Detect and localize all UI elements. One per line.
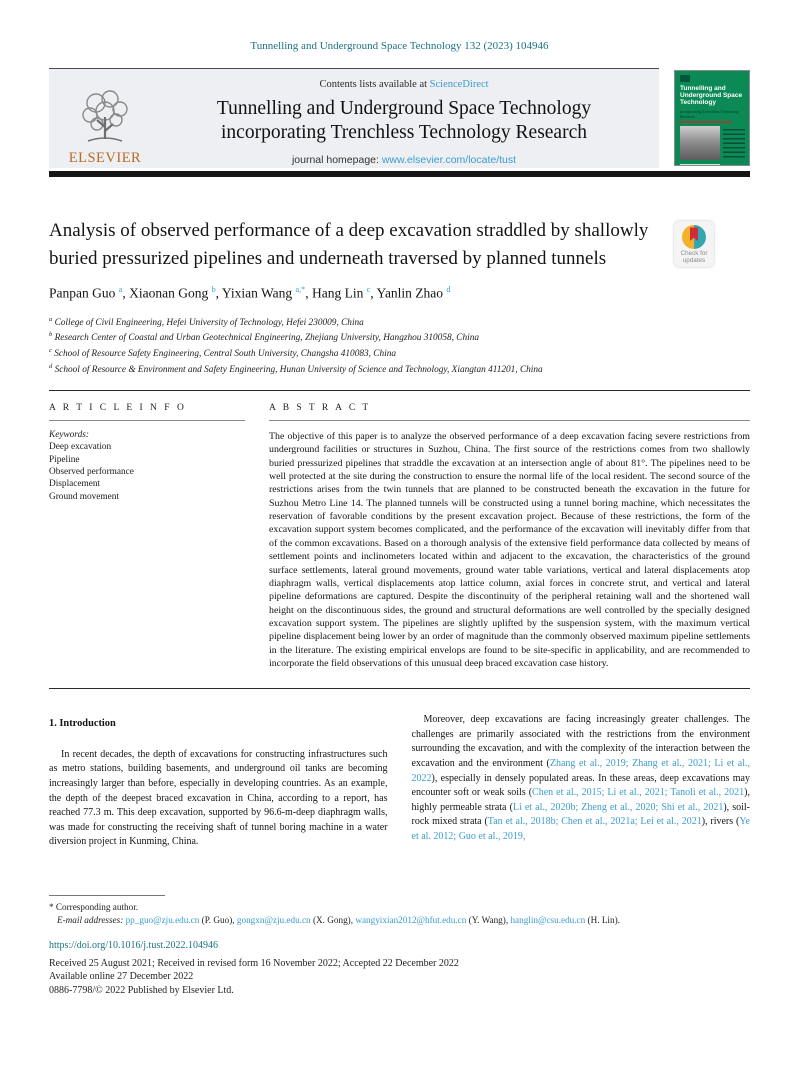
citation-link[interactable]: Ye et al. 2012; Guo et al., 2019, — [411, 816, 750, 842]
corresponding-author-note: * Corresponding author. — [49, 902, 139, 913]
email-link[interactable]: hanglin@csu.edu.cn — [510, 914, 586, 925]
title-block — [49, 217, 750, 272]
elsevier-tree-icon — [76, 87, 134, 149]
cover-title-line: Underground Space — [680, 92, 743, 100]
cover-middle — [680, 126, 745, 160]
keyword: Deep excavation — [49, 442, 112, 453]
available-online: Available online 27 December 2022 — [49, 971, 194, 983]
text-segment: Moreover, deep excavations are facing increasingly greater challenges. The challenges are primarily associated with the restrictions from the environment surrounding the excavation, and with the complexity of the interaction between the excavation and the environment ( — [411, 714, 750, 770]
body-paragraph — [412, 713, 751, 844]
text-segment: (H. Lin). — [585, 914, 620, 925]
abstract-column — [269, 403, 750, 670]
citation-link[interactable]: Chen et al., 2015; Li et al., 2021; Tanoli et al., 2021 — [532, 787, 745, 799]
crossmark-icon — [681, 224, 707, 250]
affiliation-line — [49, 329, 750, 345]
text-segment: (X. Gong), — [310, 914, 356, 925]
footnote-divider — [49, 895, 165, 896]
journal-header — [49, 68, 750, 168]
intro-section-heading: 1. Introduction — [49, 718, 116, 730]
article-title: Analysis of observed performance of a deep excavation straddled by shallowly buried pressurized pipelines and underneath traversed by planned tunnels — [49, 220, 649, 269]
journal-title-line2: incorporating Trenchless Technology Research — [221, 122, 587, 143]
affiliation-sup: b — [49, 331, 53, 339]
affiliation-text: School of Resource Safety Engineering, Central South University, Changsha 410083, China — [54, 349, 397, 360]
author-affil-sup: d — [446, 285, 451, 294]
text-segment: ), soil-rock mixed strata ( — [411, 801, 751, 828]
intro-paragraph: In recent decades, the depth of excavations for constructing infrastructures such as metro stations, building basements, and underground oil tanks are becoming increasingly larger than before, especially in developing countries. As an example, the depth of the deepest braced excavation in China, according to a report, has reached 77.3 m. This deep excavation, supported by 96.6-m-deep diaphragm walls, was made for constructing the receiving shaft of tunnel boring machine in a water diversion project in Kunming, China. — [49, 748, 388, 848]
elsevier-logo[interactable] — [55, 73, 155, 167]
elsevier-wordmark: ELSEVIER — [68, 150, 142, 166]
cover-publisher-mark — [680, 75, 690, 82]
author-name: , Yanlin Zhao — [370, 285, 447, 301]
keywords-label: Keywords: — [49, 430, 89, 441]
cover-title-line: Technology — [680, 99, 716, 107]
homepage-line — [149, 154, 659, 166]
article-info-column — [49, 403, 245, 670]
article-info-heading: A R T I C L E I N F O — [49, 403, 245, 421]
email-addresses-line — [49, 914, 750, 927]
sciencedirect-link[interactable]: ScienceDirect — [429, 79, 489, 90]
affiliation-sup: d — [49, 363, 53, 371]
affiliation-line — [49, 314, 750, 330]
badge-line2: updates — [682, 257, 706, 264]
journal-title — [149, 97, 659, 145]
footnote-block — [49, 895, 750, 926]
abstract-heading: A B S T R A C T — [269, 403, 750, 421]
author-list — [49, 285, 750, 302]
received-dates: Received 25 August 2021; Received in revised form 16 November 2022; Accepted 22 December 2022 — [49, 957, 459, 969]
homepage-link[interactable]: www.elsevier.com/locate/tust — [381, 154, 517, 166]
keyword: Pipeline — [49, 454, 80, 465]
article-footer — [49, 939, 750, 997]
cover-tunnel-photo — [680, 126, 720, 160]
journal-header-box — [49, 68, 659, 168]
info-abstract-block — [49, 391, 750, 689]
header-divider-bar — [49, 171, 750, 177]
author-name: , Hang Lin — [305, 285, 367, 301]
citation-link[interactable]: Zhang et al., 2019; Zhang et al., 2021; Li et al., 2022 — [411, 758, 750, 784]
body-column-right — [412, 713, 751, 869]
affiliation-sup: a — [49, 315, 53, 323]
doi-link[interactable]: https://doi.org/10.1016/j.tust.2022.104946 — [49, 940, 218, 952]
affiliations — [49, 314, 750, 378]
email-link[interactable]: gongxn@zju.edu.cn — [236, 914, 311, 925]
affiliation-sup: c — [49, 347, 52, 355]
text-segment: ), rivers ( — [701, 816, 740, 828]
check-updates-label — [681, 250, 708, 264]
author-name: , Xiaonan Gong — [122, 285, 212, 301]
keyword: Displacement — [49, 479, 101, 490]
contents-prefix: Contents lists available at — [319, 79, 430, 90]
text-segment: (Y. Wang), — [466, 914, 511, 925]
journal-cover-thumbnail[interactable] — [674, 70, 750, 166]
affiliation-line — [49, 345, 750, 361]
cover-subtitle: incorporating Trenchless Technology Research — [680, 108, 740, 119]
badge-line1: Check for — [680, 250, 708, 257]
cover-title-line: Tunnelling and — [680, 85, 726, 92]
author-name: Panpan Guo — [49, 285, 119, 301]
check-for-updates-badge[interactable] — [674, 221, 714, 267]
text-segment: (P. Guo), — [199, 914, 237, 925]
cover-footer-text — [680, 164, 720, 166]
email-link[interactable]: pp_guo@zju.edu.cn — [125, 914, 200, 925]
text-segment: ), especially in densely populated areas. In these areas, deep excavations may encounter soft or weak soils ( — [411, 772, 750, 799]
author-affil-sup: a — [118, 285, 123, 294]
keyword: Ground movement — [49, 491, 119, 502]
citation-link[interactable]: Tan et al., 2018b; Chen et al., 2021a; Lei et al., 2021 — [487, 816, 702, 828]
citation-link[interactable]: Li et al., 2020b; Zheng et al., 2020; Shi et al., 2021 — [512, 801, 724, 813]
email-link[interactable]: wangyixian2012@hfut.edu.cn — [355, 914, 467, 925]
homepage-label: journal homepage: — [291, 154, 382, 166]
author-affil-sup: a,* — [295, 285, 306, 294]
journal-title-line1: Tunnelling and Underground Space Technology — [216, 98, 592, 119]
affiliation-text: School of Resource & Environment and Safety Engineering, Hunan University of Science and Technology, Xiangtan 411201, China — [54, 365, 543, 376]
body-column-left — [49, 713, 388, 869]
body-columns — [49, 713, 750, 869]
affiliation-line — [49, 361, 750, 377]
contents-line — [149, 79, 659, 90]
affiliation-text: Research Center of Coastal and Urban Geotechnical Engineering, Zhejiang University, Hangzhou 310058, China — [54, 333, 480, 344]
issn-copyright: 0886-7798/© 2022 Published by Elsevier Ltd. — [49, 984, 234, 996]
abstract-text: The objective of this paper is to analyze the observed performance of a deep excavation facing severe restrictions from underground facilities or structures in Suzhou, China. The first source of the restrictions comes from two shallowly buried pressurized pipelines that straddle the excavation at an intersection angle of about 81°. The pipelines need to be well protected at the site during the construction to ensure the normal life of the local resident. The second source of the restrictions arises from the twin tunnels that are planned to be constructed beneath the excavation in the future for Suzhou Metro Line 14. The planned tunnels will be constructed using a tunnel boring machine, which necessitates the reservation of favorable conditions by the present excavation project. Because of these restrictions, the form of the excavation support system becomes complicated, and the performance of the excavation will inevitably differ from that of the common excavations. Based on a thorough analysis of the extensive field performance data collected by means of settlement points and inclinometers located within and adjacent to the excavation, the characteristics of the ground surface settlements, lateral ground movements, ground water table variations, vertical and lateral displacements atop diaphragm walls, vertical displacements atop lattice column, axial forces in concrete strut, and vertical and lateral pipeline deformations are captured. Despite the discontinuity of the peripheral retaining wall and the shortened wall height on the discontinuous sides, the ground and structural deformations are well controlled by the specially designed excavation support system. The pipelines are slightly uplifted by the suspension system, with the maximum vertical pipeline displacement being lower by an order of magnitude than the commonly observed maximum pipeline settlements in the literature. The existing empirical envelops are found to be site-specific in applicability, and are recommended to incorporate the field observations of this unusual deep braced excavation case history. — [269, 431, 750, 669]
author-affil-sup: b — [211, 285, 216, 294]
cover-editors-line — [680, 121, 732, 123]
running-head-citation: Tunnelling and Underground Space Technology 132 (2023) 104946 — [250, 40, 549, 52]
author-affil-sup: c — [366, 285, 371, 294]
cover-title — [680, 85, 745, 107]
keyword: Observed performance — [49, 466, 134, 477]
cover-topics-list — [723, 126, 745, 160]
text-segment: ), highly permeable strata ( — [411, 787, 750, 813]
email-label: E-mail addresses: — [57, 914, 126, 925]
journal-masthead — [149, 69, 659, 168]
author-name: , Yixian Wang — [215, 285, 296, 301]
affiliation-text: College of Civil Engineering, Hefei University of Technology, Hefei 230009, China — [54, 317, 364, 328]
